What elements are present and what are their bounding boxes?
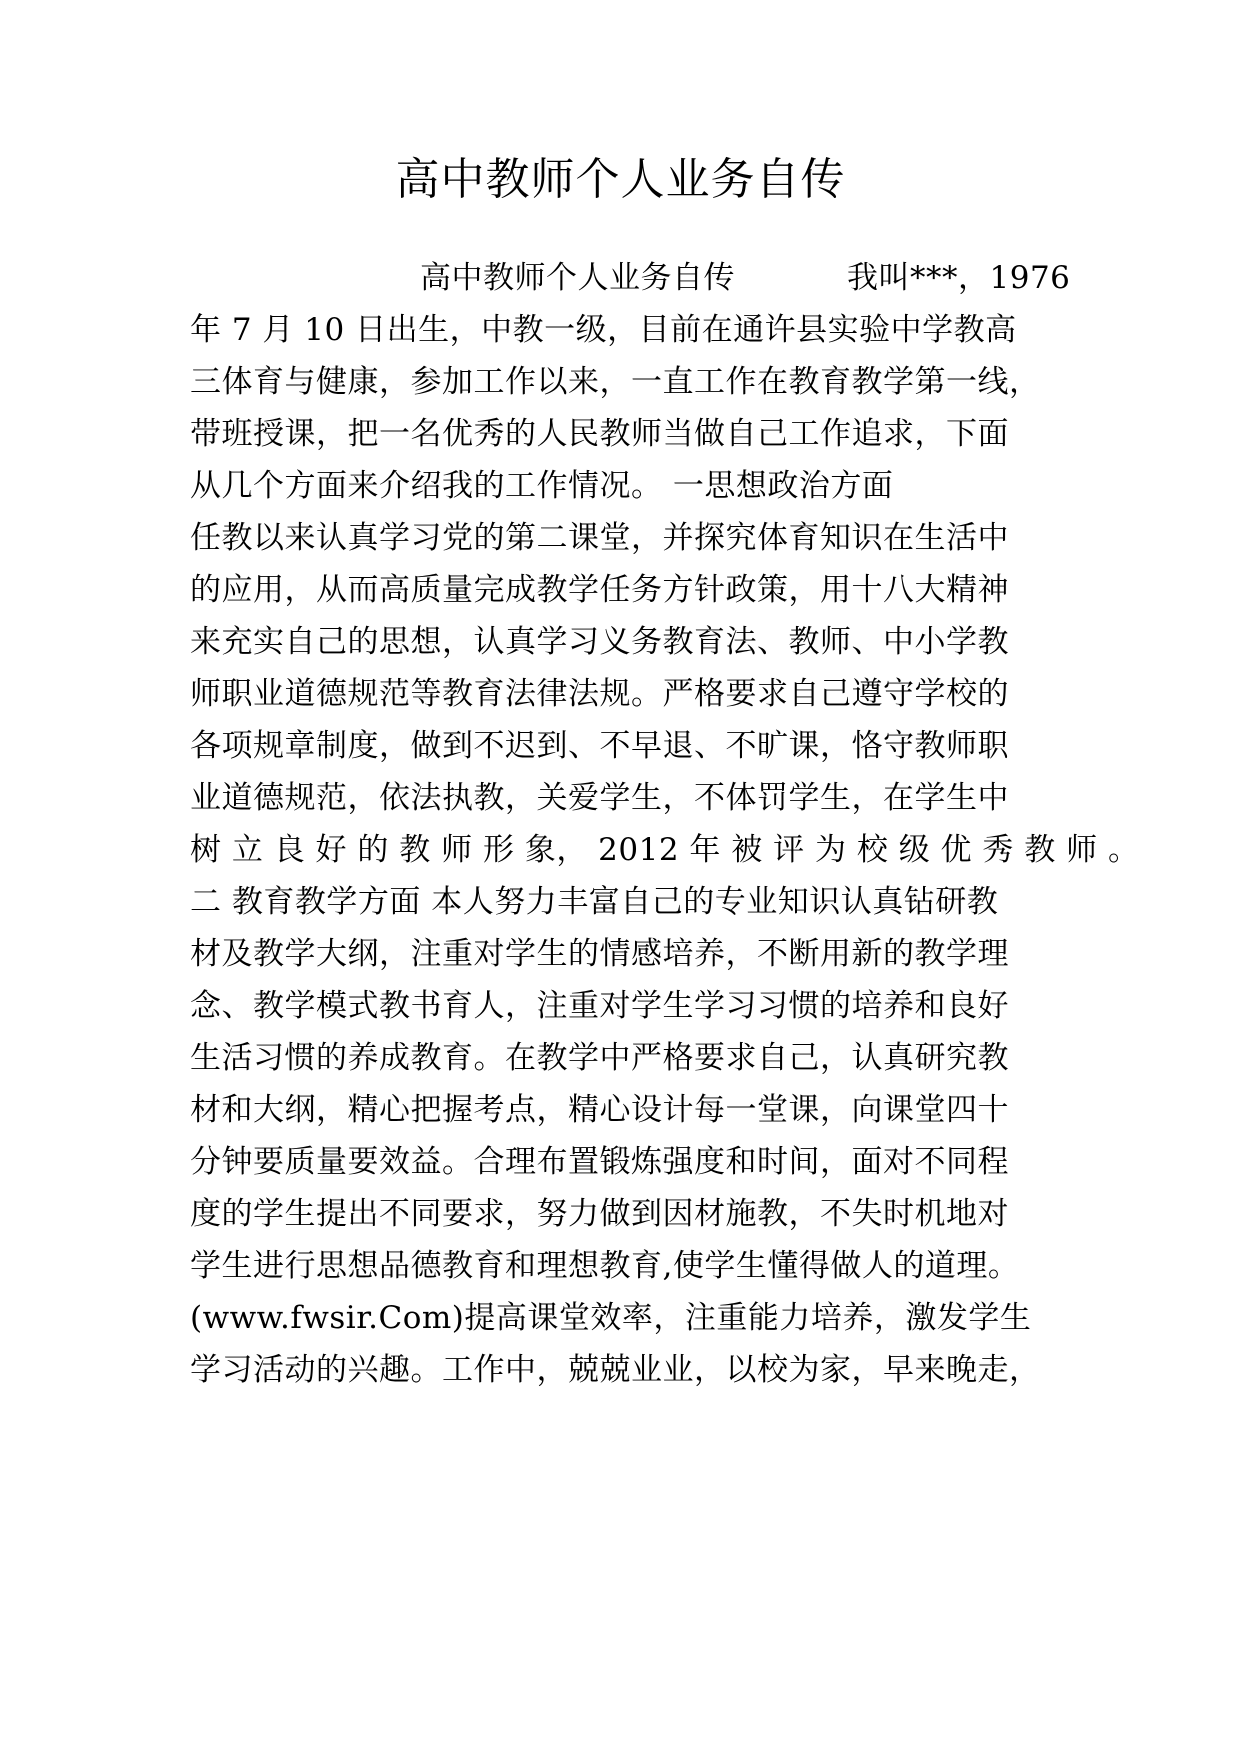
body-line-5: 任教以来认真学习党的第二课堂，并探究体育知识在生活中: [190, 520, 1009, 556]
body-line-21: 学习活动的兴趣。工作中，兢兢业业，以校为家，早来晚走，: [190, 1352, 1041, 1388]
body-line-14: 念、教学模式教书育人，注重对学生学习习惯的培养和良好: [190, 988, 1009, 1024]
body-line-4: 从几个方面来介绍我的工作情况。 一思想政治方面: [190, 468, 894, 504]
document-first-line: [420, 258, 1100, 298]
body-line-9: 各项规章制度，做到不迟到、不早退、不旷课，恪守教师职: [190, 728, 1009, 764]
body-line-16: 材和大纲，精心把握考点，精心设计每一堂课，向课堂四十: [190, 1092, 1009, 1128]
body-line-13: 材及教学大纲，注重对学生的情感培养，不断用新的教学理: [190, 936, 1009, 972]
document-title: 高中教师个人业务自传: [395, 154, 846, 205]
body-line-12: 二 教育教学方面 本人努力丰富自己的专业知识认真钻研教: [190, 884, 999, 920]
body-line-19: 学生进行思想品德教育和理想教育,使学生懂得做人的道理。: [190, 1248, 1020, 1284]
body-line-2: 三体育与健康，参加工作以来，一直工作在教育教学第一线，: [190, 364, 1041, 400]
body-line-20: (www.fwsir.Com)提高课堂效率，注重能力培养，激发学生: [190, 1300, 1032, 1336]
body-line-18: 度的学生提出不同要求，努力做到因材施教，不失时机地对: [190, 1196, 1009, 1232]
body-line-3: 带班授课，把一名优秀的人民教师当做自己工作追求，下面: [190, 416, 1009, 452]
body-line-1: 年 7 月 10 日出生，中教一级，目前在通许县实验中学教高: [190, 312, 1017, 348]
body-line-6: 的应用，从而高质量完成教学任务方针政策，用十八大精神: [190, 572, 1009, 608]
body-line-11: 树 立 良 好 的 教 师 形 象， 2012 年 被 评 为 校 级 优 秀 教 师 。: [190, 832, 1140, 868]
body-line-10: 业道德规范，依法执教，关爱学生，不体罚学生，在学生中: [190, 780, 1009, 816]
body-line-15: 生活习惯的养成教育。在教学中严格要求自己，认真研究教: [190, 1040, 1009, 1076]
intro-text: 我叫***，1976: [847, 260, 1071, 296]
body-line-7: 来充实自己的思想，认真学习义务教育法、教师、中小学教: [190, 624, 1009, 660]
body-line-17: 分钟要质量要效益。合理布置锻炼强度和时间，面对不同程: [190, 1144, 1009, 1180]
body-line-8: 师职业道德规范等教育法律法规。严格要求自己遵守学校的: [190, 676, 1009, 712]
inline-title-repeat: 高中教师个人业务自传: [420, 260, 735, 296]
